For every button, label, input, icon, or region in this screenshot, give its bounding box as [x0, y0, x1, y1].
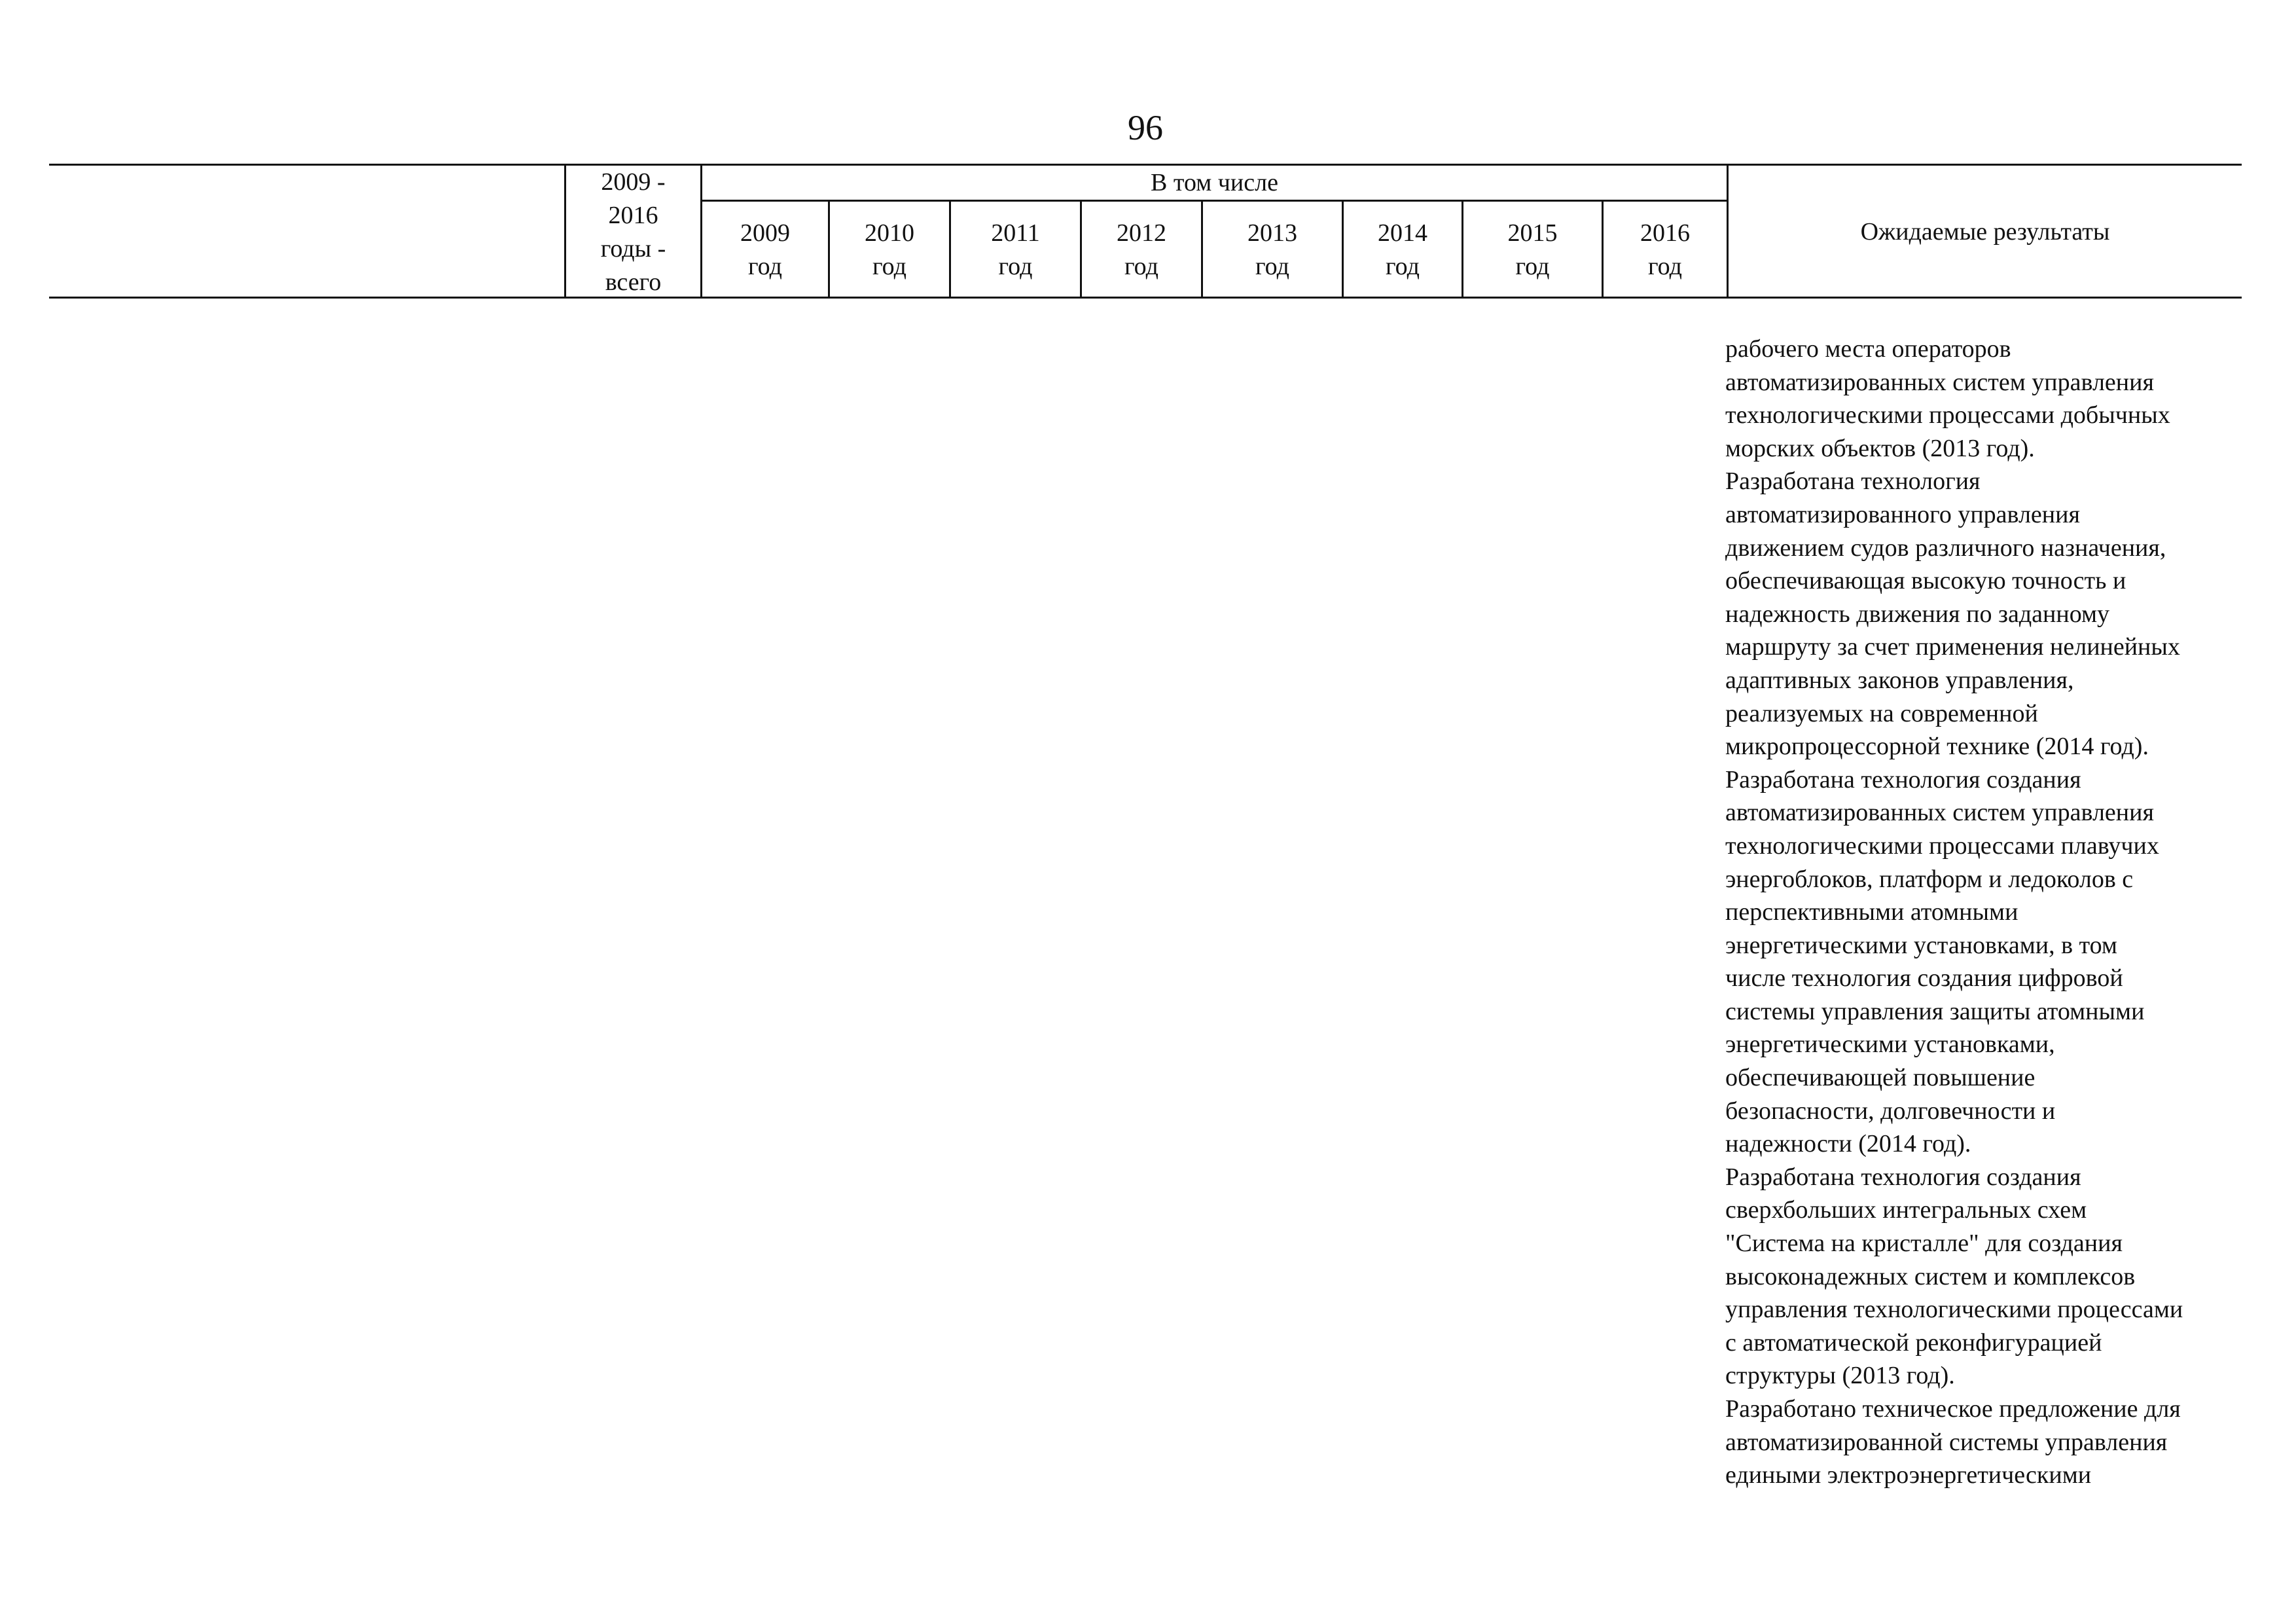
year-header-2013: 2013 год — [1247, 219, 1297, 280]
year-header-2011: 2011 год — [991, 219, 1040, 280]
group-header: В том числе — [1151, 168, 1278, 196]
year-header-2015: 2015 год — [1507, 219, 1558, 280]
page-number: 96 — [1128, 108, 1163, 147]
year-header-2014: 2014 год — [1378, 219, 1427, 280]
results-column-header: Ожидаемые результаты — [1860, 218, 2110, 246]
year-header-2009: 2009 год — [740, 219, 790, 280]
year-header-2016: 2016 год — [1640, 219, 1690, 280]
year-header-2012: 2012 год — [1117, 219, 1166, 280]
total-column-header: 2009 - 2016 годы - всего — [600, 168, 666, 296]
year-header-2010: 2010 год — [865, 219, 914, 280]
expected-results-text: рабочего места операторов автоматизированных систем управления технологическими процессами добычных морских объектов (2013 год). Разработана технология автоматизированного управления движением судов различного назначения, обеспечивающая высокую точность и надежность движения по заданному маршруту за счет применения нелинейных адаптивных законов управления, реализуемых на современной микропроцессорной технике (2014 год). Разработана технология создания автоматизированных систем управления технологическими процессами плавучих энергоблоков, платформ и ледоколов с перспективными атомными энергетическими установками, в том числе технология создания цифровой системы управления защиты атомными энергетическими установками, обеспечивающей повышение безопасности, долговечности и надежности (2014 год). Разработана технология создания сверхбольших интегральных схем "Система на кристалле" для создания высоконадежных систем и комплексов управления технологическими процессами с автоматической реконфигурацией структуры (2013 год). Разработано техническое предложение для автоматизированной системы управления едиными электроэнергетическими — [1725, 335, 2183, 1489]
table-header — [49, 164, 2242, 299]
